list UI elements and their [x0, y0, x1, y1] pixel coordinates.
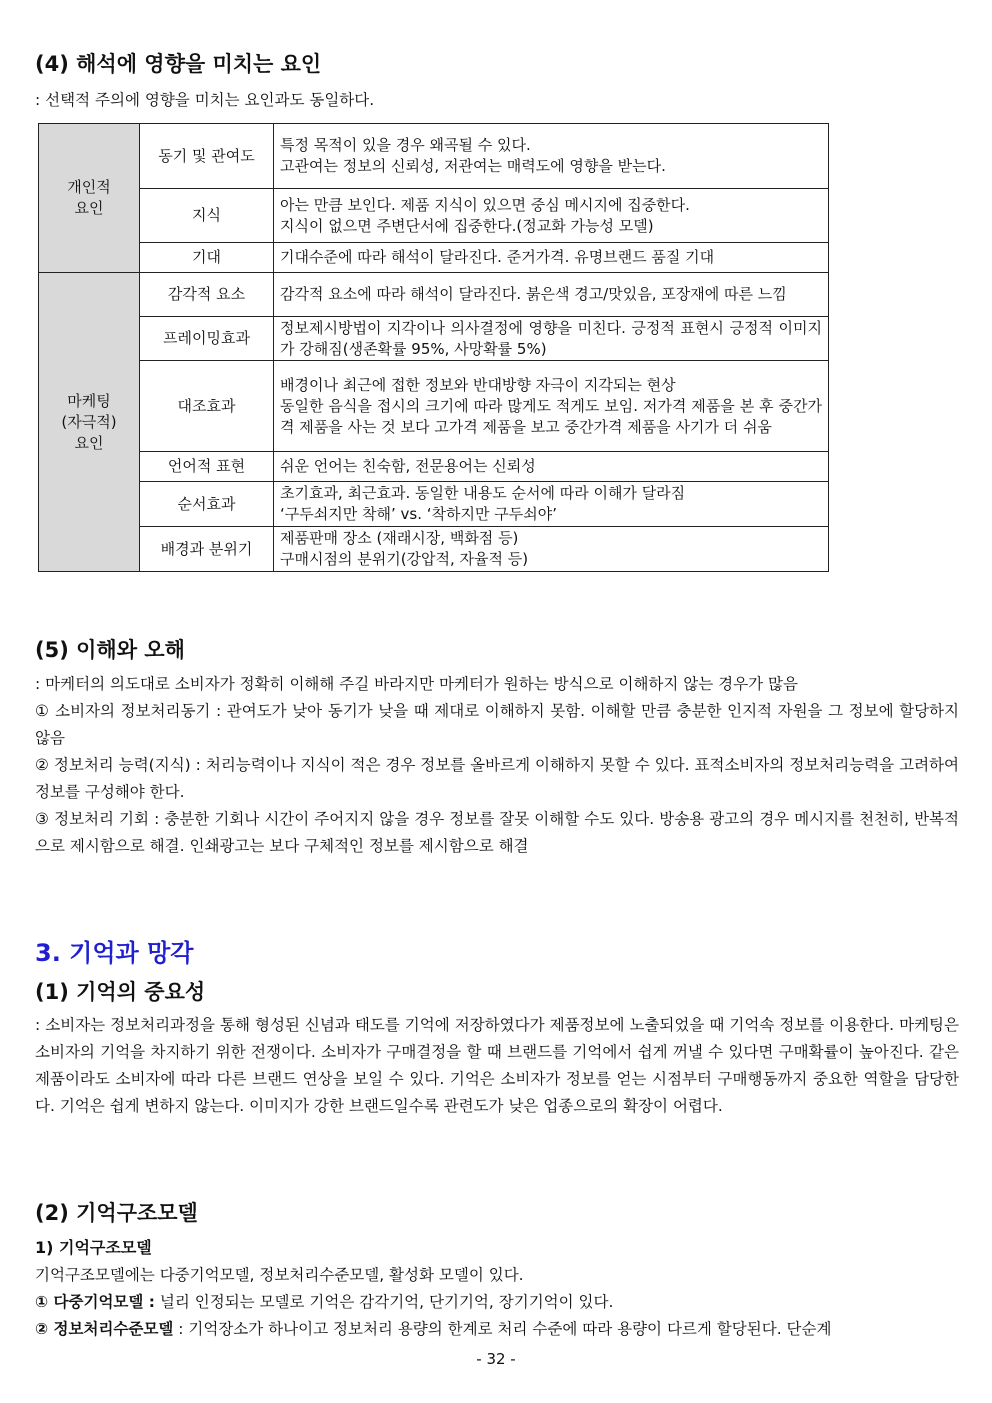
factor-name: 감각적 요소 — [140, 273, 274, 317]
model-text: : 기억장소가 하나이고 정보처리 용량의 한계로 처리 수준에 따라 용량이 다르게 할당된다. 단순계 — [173, 1320, 832, 1338]
factor-description: 배경이나 최근에 접한 정보와 반대방향 자극이 지각되는 현상 동일한 음식을 접시의 크기에 따라 많게도 적게도 보임. 저가격 제품을 본 후 중간가격 제품을 사는 것 보다 고가격 제품을 보고 중간가격 제품을 사기가 더 쉬움 — [274, 361, 829, 452]
memory-models-intro: 기억구조모델에는 다중기억모델, 정보처리수준모델, 활성화 모델이 있다. — [35, 1266, 524, 1284]
factor-description: 초기효과, 최근효과. 동일한 내용도 순서에 따라 이해가 달라짐 ‘구두쇠지만 착해’ vs. ‘착하지만 구두쇠야’ — [274, 482, 829, 527]
subsection-1-title: (1) 기억의 중요성 — [35, 980, 206, 1004]
table-row — [39, 317, 829, 361]
subsection-2-1-body — [35, 1262, 959, 1343]
factor-name: 동기 및 관여도 — [140, 124, 274, 189]
subsection-2-1-title: 1) 기억구조모델 — [35, 1238, 152, 1257]
factor-name: 대조효과 — [140, 361, 274, 452]
list-item: ① 소비자의 정보처리동기 : 관여도가 낮아 동기가 낮을 때 제대로 이해하지 못함. 이해할 만큼 충분한 인지적 자원을 그 정보에 할당하지 않음 — [35, 702, 959, 747]
factor-name: 기대 — [140, 243, 274, 273]
list-item: ② 정보처리 능력(지식) : 처리능력이나 지식이 적은 경우 정보를 올바르게 이해하지 못할 수 있다. 표적소비자의 정보처리능력을 고려하여 정보를 구성해야 한다. — [35, 756, 959, 801]
list-item — [35, 1289, 959, 1316]
section-4-subtitle: : 선택적 주의에 영향을 미치는 요인과도 동일하다. — [35, 91, 375, 109]
factor-name: 순서효과 — [140, 482, 274, 527]
section-5-title: (5) 이해와 오해 — [35, 638, 185, 662]
factor-name: 지식 — [140, 189, 274, 243]
table-row — [39, 482, 829, 527]
model-label: ① 다중기억모델 : — [35, 1293, 155, 1311]
factor-description: 제품판매 장소 (재래시장, 백화점 등) 구매시점의 분위기(강압적, 자율적 등) — [274, 527, 829, 572]
factor-description: 아는 만큼 보인다. 제품 지식이 있으면 중심 메시지에 집중한다. 지식이 없으면 주변단서에 집중한다.(정교화 가능성 모델) — [274, 189, 829, 243]
group-personal-factors: 개인적 요인 — [39, 124, 140, 273]
page-number: - 32 - — [476, 1350, 516, 1368]
table-row — [39, 124, 829, 189]
memory-importance-paragraph: : 소비자는 정보처리과정을 통해 형성된 신념과 태도를 기억에 저장하였다가 제품정보에 노출되었을 때 기억속 정보를 이용한다. 마케팅은 소비자의 기억을 차지하기 위한 전쟁이다. 소비자가 구매결정을 할 때 브랜드를 기억에서 쉽게 꺼낼 수 있다면 구매확률이 높아진다. 같은 제품이라도 소비자에 따라 다른 브랜드 연상을 보일 수 있다. 기억은 소비자가 정보를 얻는 시점부터 구매행동까지 중요한 역할을 담당한다. 기억은 쉽게 변하지 않는다. 이미지가 강한 브랜드일수록 관련도가 낮은 업종으로의 확장이 어렵다. — [35, 1016, 959, 1115]
model-label: ② 정보처리수준모델 — [35, 1320, 174, 1338]
chapter-3-title: 3. 기억과 망각 — [35, 939, 194, 967]
table-row — [39, 527, 829, 572]
model-text: 널리 인정되는 모델로 기억은 감각기억, 단기기억, 장기기억이 있다. — [154, 1293, 614, 1311]
table-row — [39, 189, 829, 243]
section-5-body — [35, 671, 959, 860]
list-item — [35, 1316, 959, 1343]
table-row — [39, 243, 829, 273]
table-row — [39, 273, 829, 317]
factor-description: 정보제시방법이 지각이나 의사결정에 영향을 미친다. 긍정적 표현시 긍정적 이미지가 강해짐(생존확률 95%, 사망확률 5%) — [274, 317, 829, 361]
factor-description: 특정 목적이 있을 경우 왜곡될 수 있다. 고관여는 정보의 신뢰성, 저관여는 매력도에 영향을 받는다. — [274, 124, 829, 189]
table-row — [39, 452, 829, 482]
section-4-title: (4) 해석에 영향을 미치는 요인 — [35, 52, 322, 76]
subsection-2-title: (2) 기억구조모델 — [35, 1201, 198, 1225]
section-5-intro: : 마케터의 의도대로 소비자가 정확히 이해해 주길 바라지만 마케터가 원하는 방식으로 이해하지 않는 경우가 많음 — [35, 675, 798, 693]
group-marketing-factors: 마케팅 (자극적) 요인 — [39, 273, 140, 572]
factor-description: 감각적 요소에 따라 해석이 달라진다. 붉은색 경고/맛있음, 포장재에 따른 느낌 — [274, 273, 829, 317]
factor-name: 프레이밍효과 — [140, 317, 274, 361]
list-item: ③ 정보처리 기회 : 충분한 기회나 시간이 주어지지 않을 경우 정보를 잘못 이해할 수도 있다. 방송용 광고의 경우 메시지를 천천히, 반복적으로 제시함으로 해결. 인쇄광고는 보다 구체적인 정보를 제시함으로 해결 — [35, 810, 959, 855]
interpretation-factors-table — [38, 123, 829, 572]
table-row — [39, 361, 829, 452]
subsection-1-body — [35, 1012, 959, 1120]
factor-name: 언어적 표현 — [140, 452, 274, 482]
factor-description: 쉬운 언어는 친숙함, 전문용어는 신뢰성 — [274, 452, 829, 482]
factor-description: 기대수준에 따라 해석이 달라진다. 준거가격. 유명브랜드 품질 기대 — [274, 243, 829, 273]
factor-name: 배경과 분위기 — [140, 527, 274, 572]
